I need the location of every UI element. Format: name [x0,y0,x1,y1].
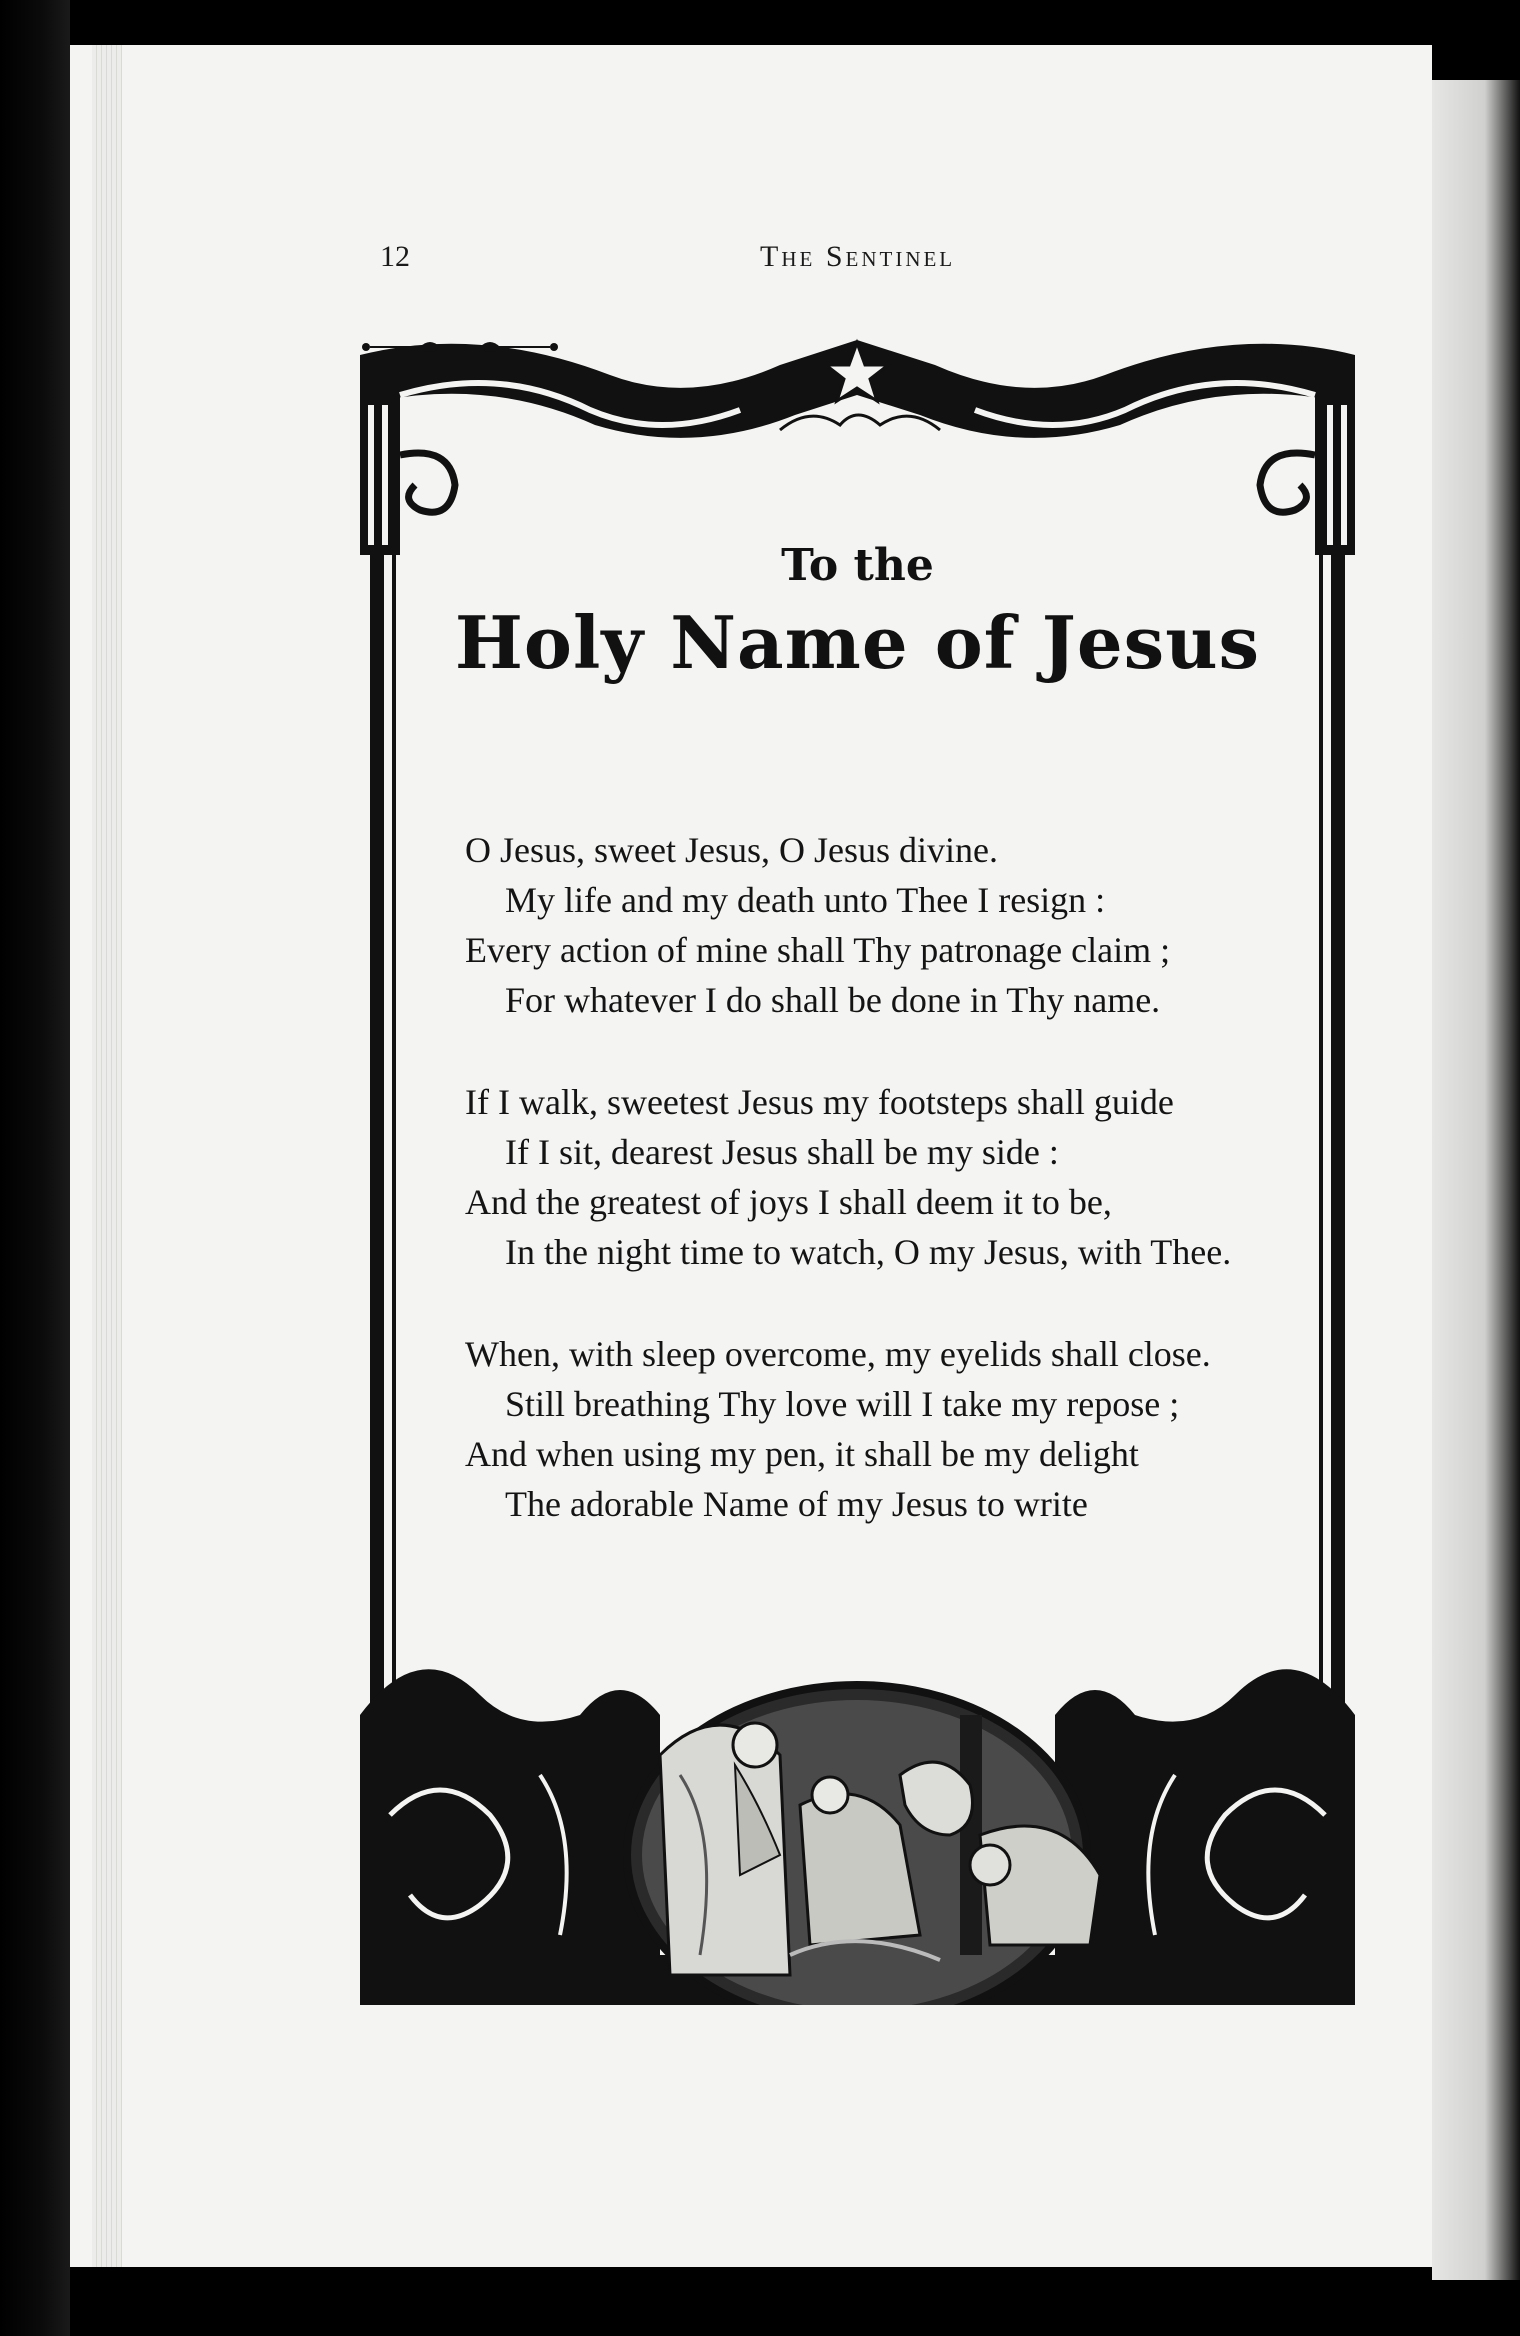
poem-line: If I walk, sweetest Jesus my footsteps shall guide [465,1082,1174,1122]
poem-title: Holy Name of Jesus [454,600,1261,685]
poem-line: In the night time to watch, O my Jesus, with Thee. [505,1232,1232,1272]
poem-line: When, with sleep overcome, my eyelids shall close. [465,1334,1211,1374]
page-number: 12 [380,240,410,273]
page-header [380,240,1270,280]
poem-line: O Jesus, sweet Jesus, O Jesus divine. [465,830,998,870]
stanza [465,1329,1325,1529]
poem-line: If I sit, dearest Jesus shall be my side : [505,1132,1059,1172]
poem-line: Every action of mine shall Thy patronage claim ; [465,930,1171,970]
poem-body [465,825,1325,1581]
poem-line: The adorable Name of my Jesus to write [505,1484,1088,1524]
poem-line: And when using my pen, it shall be my delight [465,1434,1139,1474]
poem-title-prefix: To the [781,540,934,591]
stanza [465,1077,1325,1277]
stanza [465,825,1325,1025]
fleuron-divider-icon [360,335,560,359]
running-title: The Sentinel [760,240,956,273]
poem-line: For whatever I do shall be done in Thy name. [505,980,1161,1020]
poem-line: Still breathing Thy love will I take my repose ; [505,1384,1180,1424]
facing-page-edge [1432,80,1520,2280]
poem-line: My life and my death unto Thee I resign : [505,880,1106,920]
poem-line: And the greatest of joys I shall deem it to be, [465,1182,1112,1222]
page-edge-stack [92,45,122,2267]
book-gutter-shadow [0,0,70,2336]
ornamental-frame [360,335,1355,2005]
